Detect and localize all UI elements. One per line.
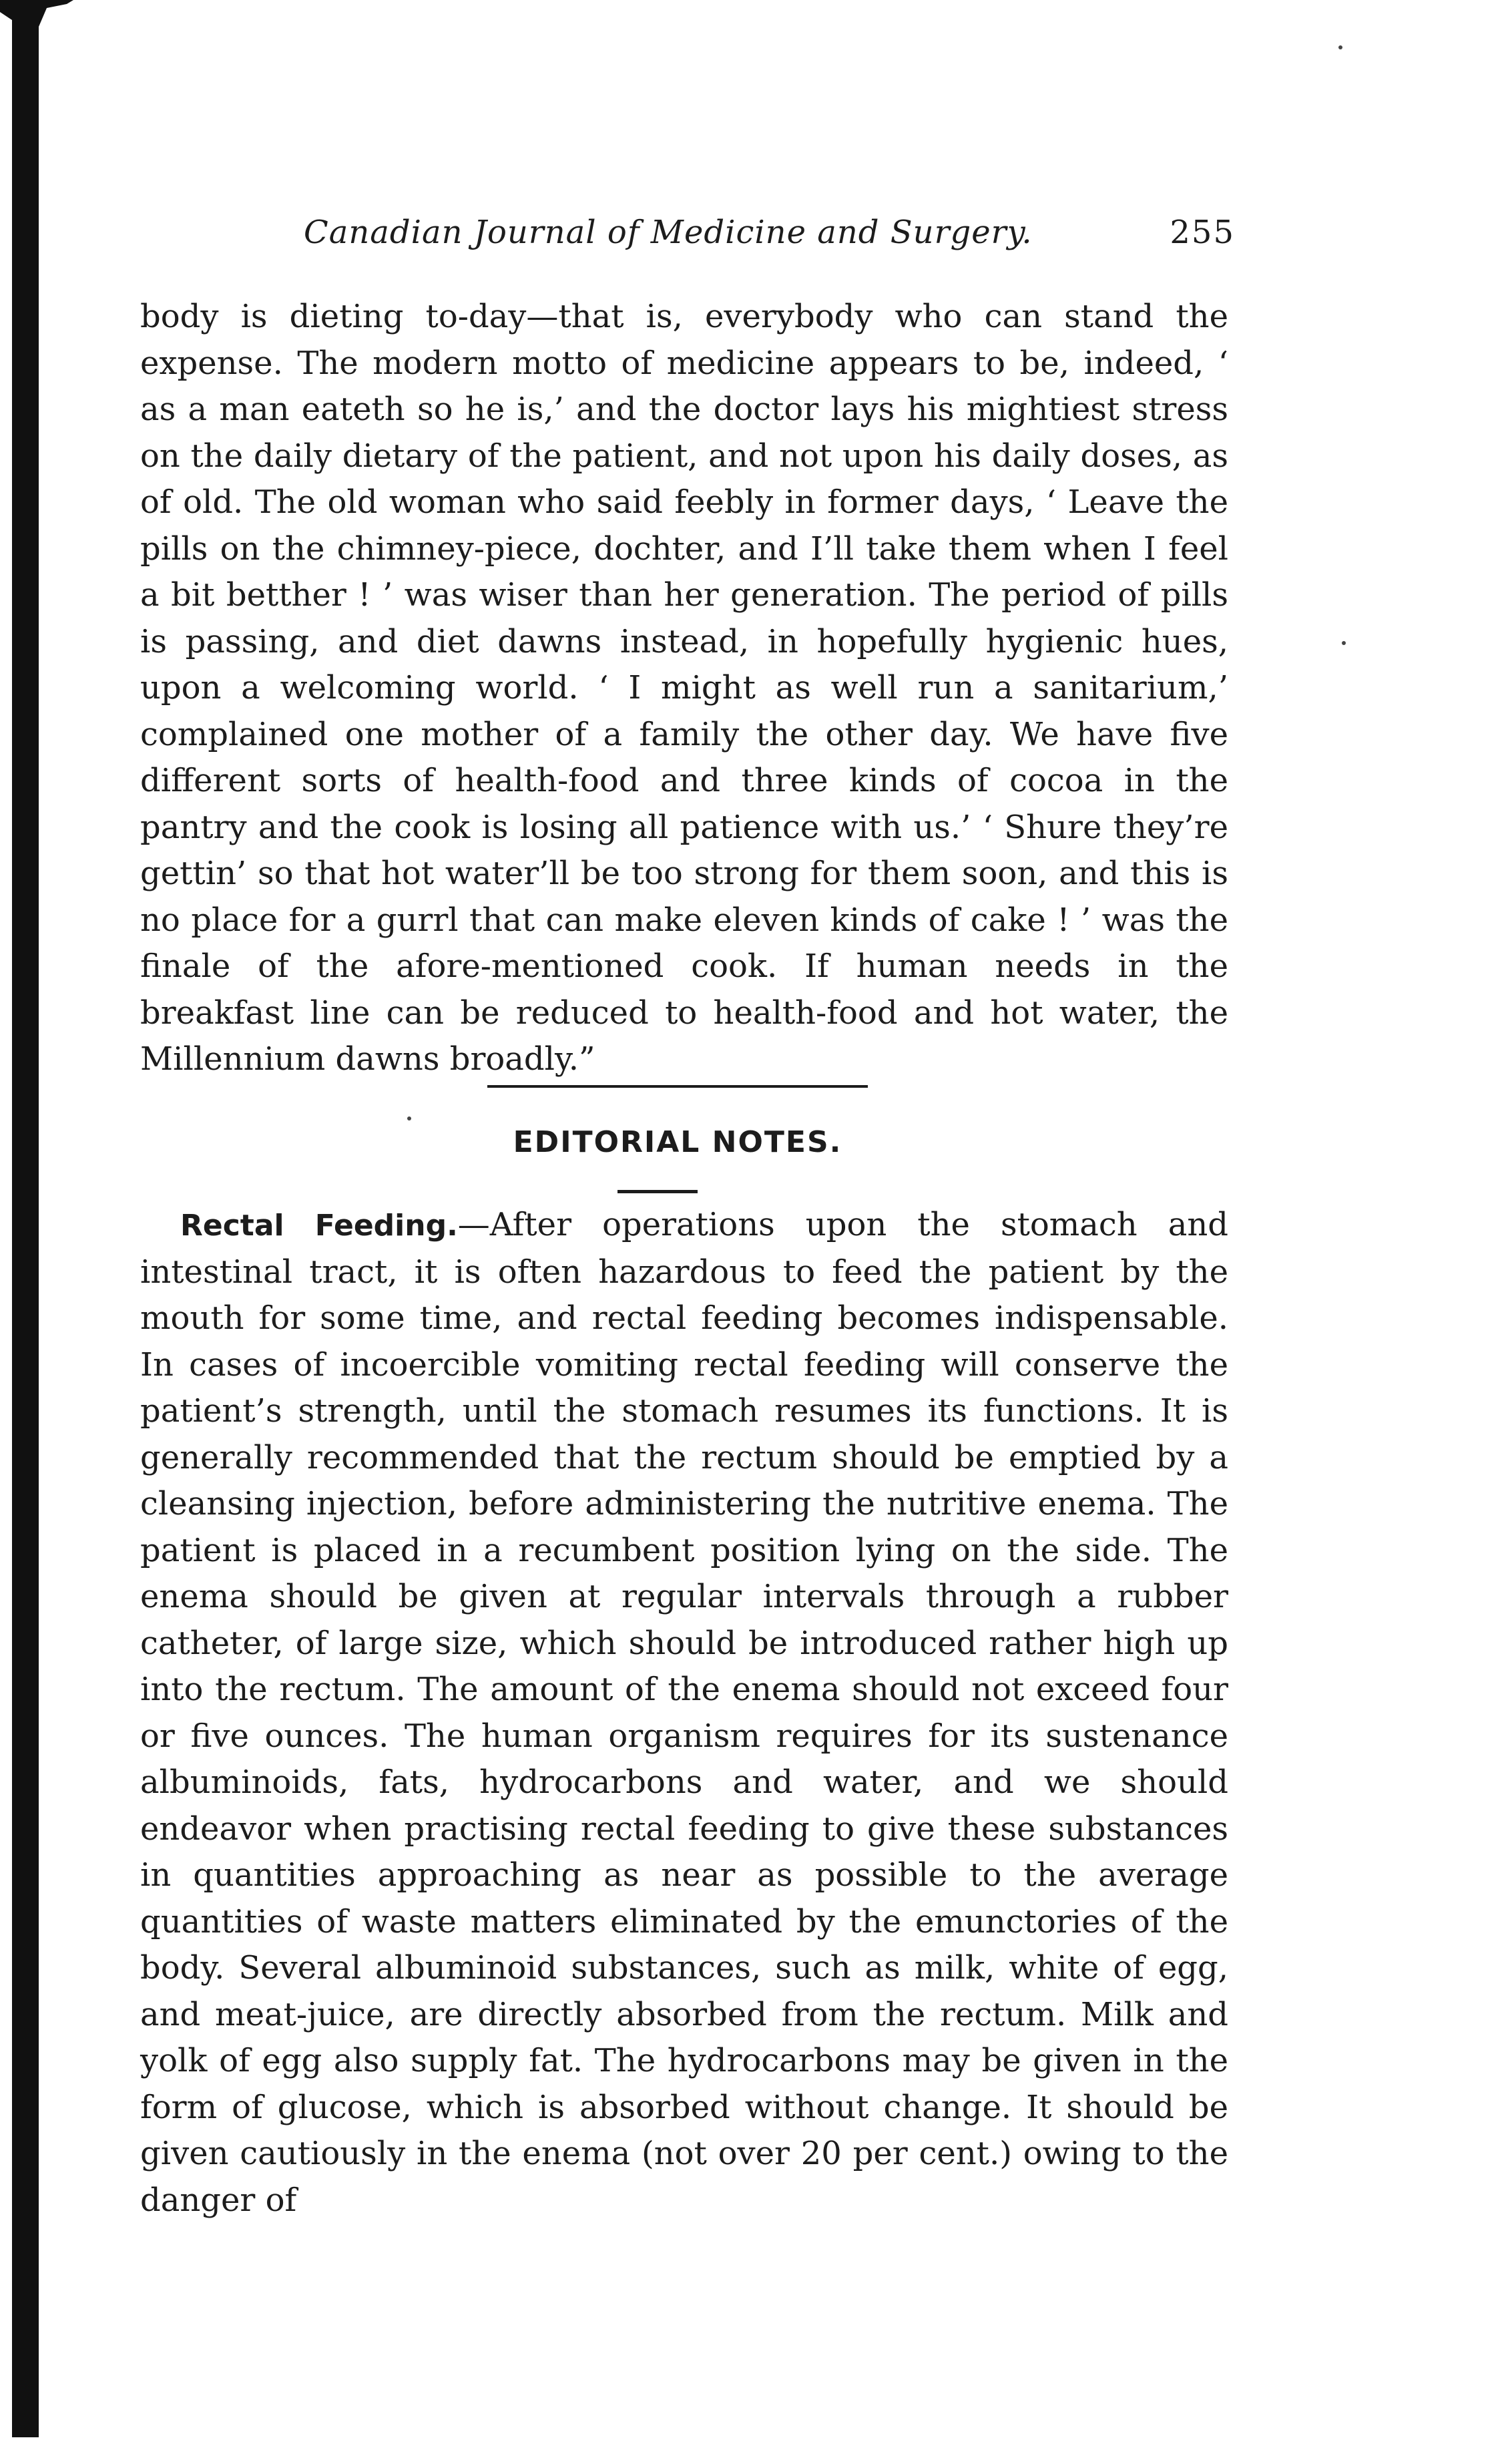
- continued-text-block: [140, 294, 1228, 1083]
- page-number: 255: [1170, 214, 1235, 251]
- article-paragraph: [140, 1202, 1228, 2224]
- section-title-underline: [617, 1190, 698, 1193]
- article-heading: Rectal Feeding.: [180, 1209, 458, 1243]
- section-title: EDITORIAL NOTES.: [513, 1125, 842, 1159]
- paper-speck: [1338, 45, 1342, 49]
- binding-flare-graphic: [0, 0, 73, 53]
- article-body: —After operations upon the stomach and intestinal tract, it is often hazardous to feed the patient by the mouth for some time, and rectal feeding becomes indispensable. In cases of incoercible vomiting rectal feeding will conserve the patient’s strength, until the stomach resumes its functions. It is generally recommended that the rectum should be emptied by a cleansing injection, before administering the nutritive enema. The patient is placed in a recumbent position lying on the side. The enema should be given at regular intervals through a rubber catheter, of large size, which should be introduced rather high up into the rectum. The amount of the enema should not exceed four or five ounces. The human organism requires for its sustenance albuminoids, fats, hydrocarbons and water, and we should endeavor when practising rectal feeding to give these substances in quantities approaching as near as possible to the average quantities of waste matters eliminated by the emunctories of the body. Several albuminoid substances, such as milk, white of egg, and meat-juice, are directly absorbed from the rectum. Milk and yolk of egg also supply fat. The hydrocarbons may be given in the form of glucose, which is absorbed without change. It should be given cautiously in the enema (not over 20 per cent.) owing to the danger of: [140, 1206, 1229, 2219]
- article-block: [140, 1202, 1228, 2224]
- paper-speck: [407, 1116, 411, 1120]
- running-head: Canadian Journal of Medicine and Surgery.: [304, 214, 1033, 251]
- page-header: [304, 214, 1235, 267]
- continued-paragraph: body is dieting to-day—that is, everybody who can stand the expense. The modern motto of medicine appears to be, indeed, ‘ as a man eateth so he is,’ and the doctor lays his mightiest stress on the daily dietary of the patient, and not upon his daily doses, as of old. The old woman who said feebly in former days, ‘ Leave the pills on the chimney-piece, dochter, and I’ll take them when I feel a bit betther ! ’ was wiser than her generation. The period of pills is passing, and diet dawns instead, in hopefully hygienic hues, upon a welcoming world. ‘ I might as well run a sanitarium,’ complained one mother of a family the other day. We have five different sorts of health-food and three kinds of cocoa in the pantry and the cook is losing all patience with us.’ ‘ Shure they’re gettin’ so that hot water’ll be too strong for them soon, and this is no place for a gurrl that can make eleven kinds of cake ! ’ was the finale of the afore-mentioned cook. If human needs in the breakfast line can be reduced to health-food and hot water, the Millennium dawns broadly.”: [140, 298, 1228, 1078]
- section-divider-rule: [487, 1085, 868, 1088]
- paper-speck: [1342, 641, 1346, 645]
- page-binding-edge: [12, 20, 39, 2437]
